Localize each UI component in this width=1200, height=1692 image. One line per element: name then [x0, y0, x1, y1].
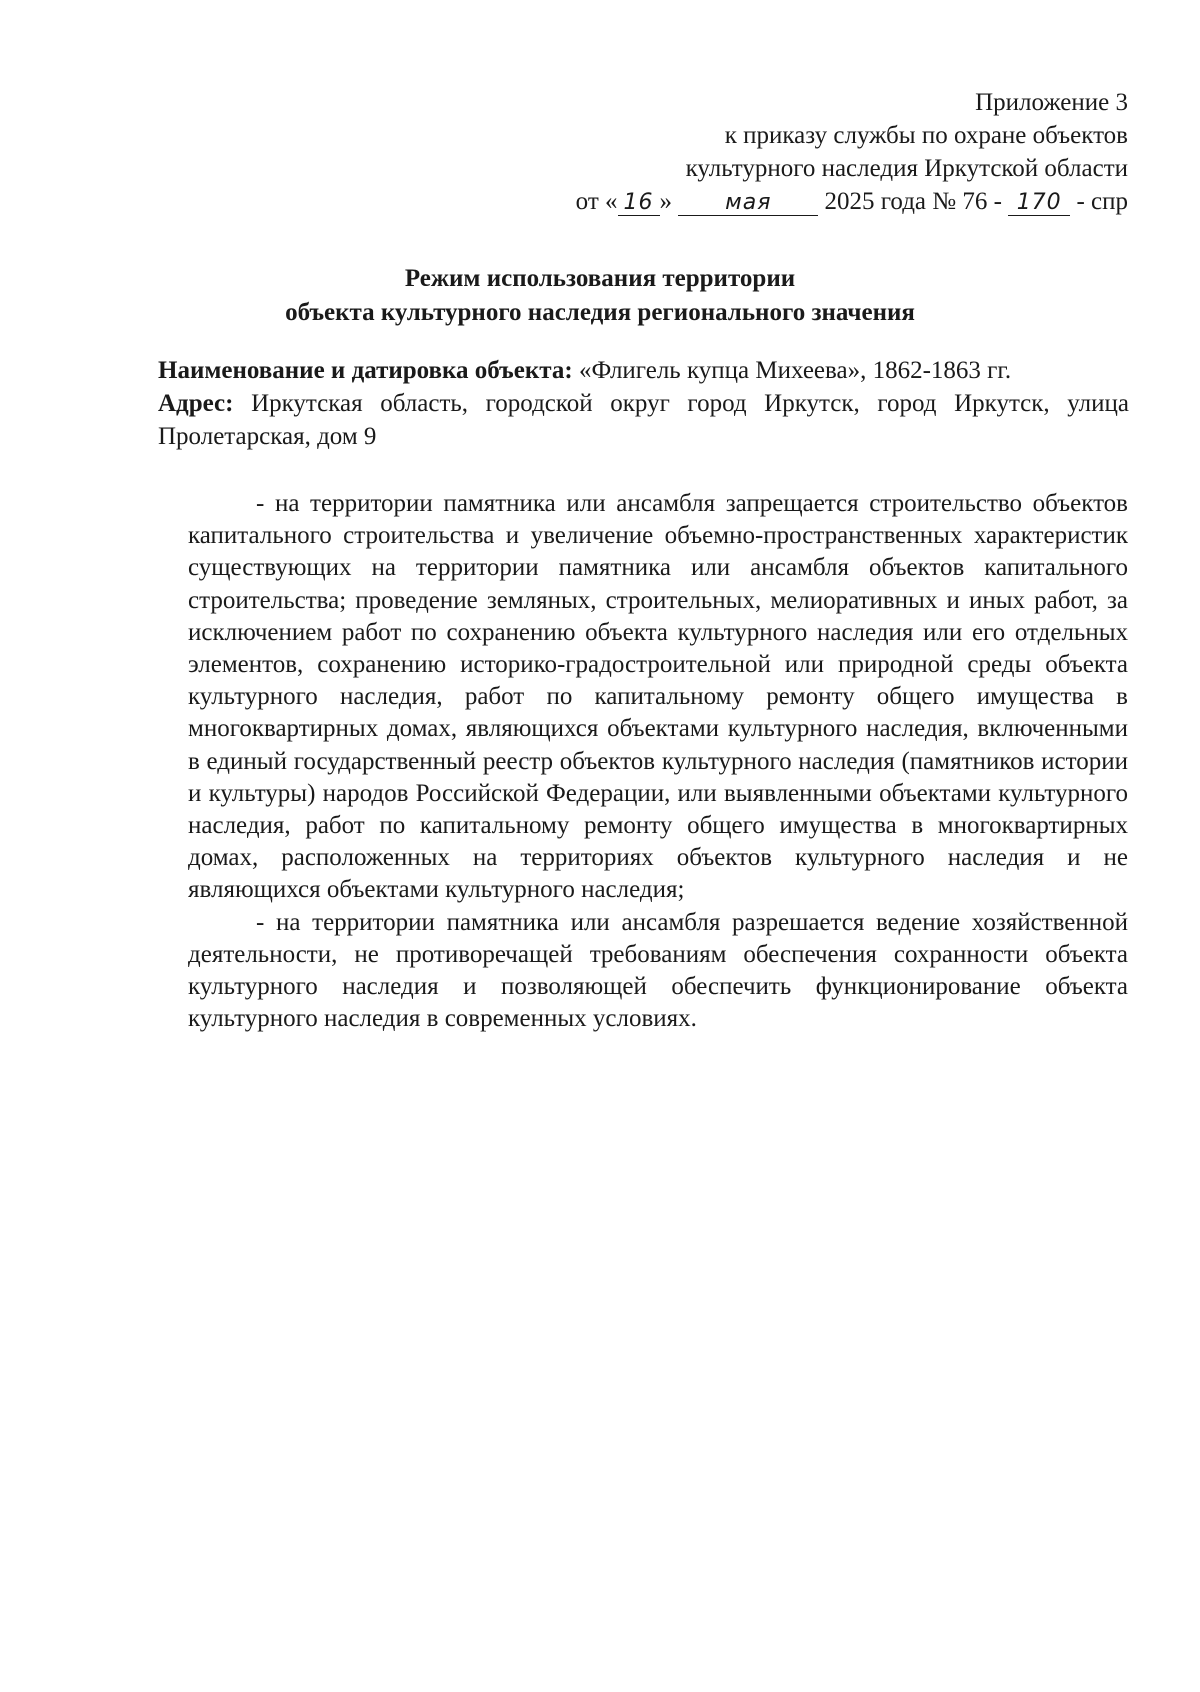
appendix-number: Приложение 3 — [975, 89, 1128, 116]
date-day-close: » — [659, 188, 673, 215]
handwritten-month: мая — [678, 191, 818, 216]
date-middle: 2025 года № 76 - — [824, 188, 1002, 215]
object-address-label: Адрес: — [158, 390, 234, 417]
appendix-issuing-body: культурного наследия Иркутской области — [685, 155, 1128, 182]
object-name-row — [158, 354, 1129, 387]
date-prefix: от « — [575, 188, 618, 215]
object-details — [158, 354, 1129, 453]
handwritten-day: 16 — [618, 191, 660, 216]
title-line-1: Режим использования территории — [404, 265, 796, 292]
object-address-value: Иркутская область, городской округ город Иркутск, город Иркутск, улица Пролетарская, дом 9 — [158, 390, 1130, 450]
appendix-date-line — [576, 185, 1128, 218]
object-name-label: Наименование и датировка объекта: — [158, 357, 573, 384]
date-suffix: - спр — [1076, 188, 1128, 215]
object-address-row — [158, 387, 1129, 453]
appendix-order-reference: к приказу службы по охране объектов — [724, 122, 1128, 149]
object-name-value: «Флигель купца Михеева», 1862-1863 гг. — [578, 357, 1012, 384]
document-title — [0, 262, 1200, 330]
usage-rules — [188, 488, 1128, 1035]
rule-prohibition: - на территории памятника или ансамбля запрещается строительство объектов капитального строительства и увеличение объемно-пространственных характеристик существующих на территории памятника или ансамбля объектов капитального строительства; проведение земляных, строительных, мелиоративных и иных работ, за исключением работ по сохранению объекта культурного наследия или его отдельных элементов, сохранению историко-градостроительной или природной среды объекта культурного наследия, работ по капитальному ремонту общего имущества в многоквартирных домах, являющихся объектами культурного наследия, включенными в единый государственный реестр объектов культурного наследия (памятников истории и культуры) народов Российской Федерации, или выявленными объектами культурного наследия, работ по капитальному ремонту общего имущества в многоквартирных домах, расположенных на территориях объектов культурного наследия и не являющихся объектами культурного наследия; — [188, 490, 1128, 904]
handwritten-order-number: 170 — [1008, 191, 1070, 216]
rule-permission: - на территории памятника или ансамбля разрешается ведение хозяйственной деятельности, не противоречащей требованиям обеспечения сохранности объекта культурного наследия и позволяющей обеспечить функционирование объекта культурного наследия в современных условиях. — [188, 908, 1128, 1033]
title-line-2: объекта культурного наследия регионального значения — [285, 299, 915, 326]
appendix-header — [576, 86, 1128, 218]
